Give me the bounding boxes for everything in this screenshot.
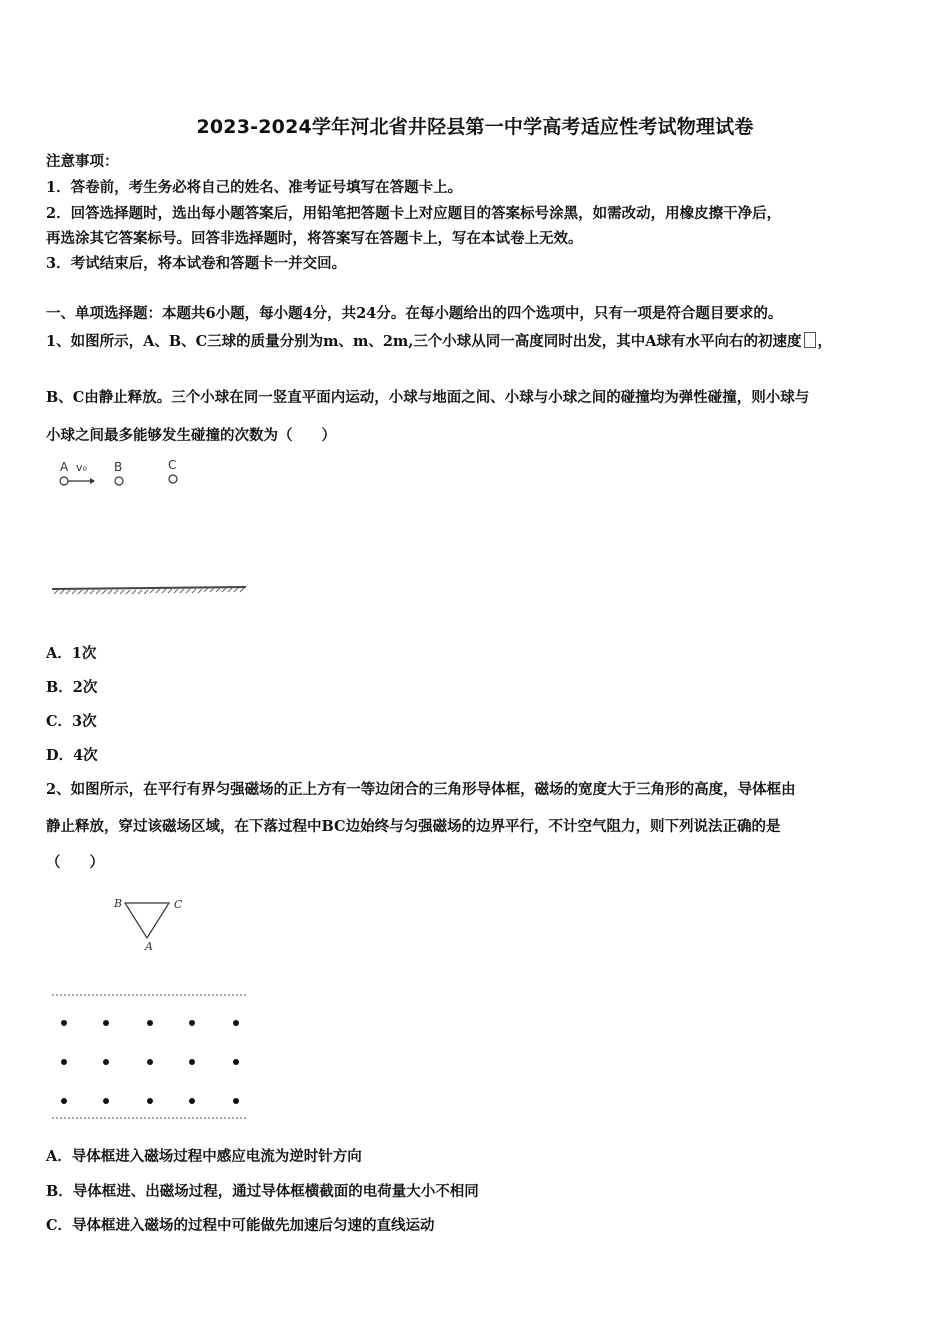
q1-stem-comma: ， — [817, 333, 833, 350]
q1-option-d[interactable]: D．4次 — [46, 747, 98, 764]
fig1-label-v0: v₀ — [76, 461, 87, 474]
q2-stem-line2: 静止释放，穿过该磁场区域，在下落过程中BC边始终与匀强磁场的边界平行，不计空气阻力，则下列说法正确的是 — [46, 818, 781, 835]
fig1-label-c: C — [168, 458, 177, 472]
notice-item-3: 3．考试结束后，将本试卷和答题卡一并交回。 — [46, 255, 347, 272]
v0-placeholder-icon — [804, 332, 816, 348]
q1-stem-line1 — [46, 332, 832, 352]
q1-figure — [46, 455, 256, 605]
section-heading: 一、单项选择题：本题共6小题，每小题4分，共24分。在每小题给出的四个选项中，只有一项是符合题目要求的。 — [46, 305, 783, 322]
ball-a — [60, 477, 68, 485]
q2-option-a[interactable]: A．导体框进入磁场过程中感应电流为逆时针方向 — [46, 1148, 362, 1165]
fig2-label-c: C — [174, 898, 183, 911]
notice-heading: 注意事项： — [46, 153, 119, 170]
ball-c — [169, 475, 177, 483]
fig1-label-b: B — [114, 460, 123, 474]
fig2-label-a: A — [145, 940, 153, 953]
q1-option-c[interactable]: C．3次 — [46, 713, 97, 730]
q2-stem-line1: 2、如图所示，在平行有界匀强磁场的正上方有一等边闭合的三角形导体框，磁场的宽度大于三角形的高度，导体框由 — [46, 781, 796, 798]
q1-stem-line3: 小球之间最多能够发生碰撞的次数为（ ） — [46, 427, 336, 444]
magnetic-field-dots — [61, 1020, 239, 1104]
q2-figure — [46, 890, 256, 1125]
fig2-label-b: B — [114, 897, 123, 910]
q1-stem-text: 1、如图所示，A、B、C三球的质量分别为m、m、2m,三个小球从同一高度同时出发，其中A球有水平向右的初速度 — [46, 333, 802, 350]
notice-item-2: 2．回答选择题时，选出每小题答案后，用铅笔把答题卡上对应题目的答案标号涂黑，如需改动，用橡皮擦干净后， — [46, 205, 782, 222]
ball-b — [115, 477, 123, 485]
q2-stem-line3: （ ） — [46, 854, 104, 871]
page-title: 2023-2024学年河北省井陉县第一中学高考适应性考试物理试卷 — [196, 116, 754, 138]
q2-option-c[interactable]: C．导体框进入磁场的过程中可能做先加速后匀速的直线运动 — [46, 1217, 435, 1234]
notice-item-1: 1．答卷前，考生务必将自己的姓名、准考证号填写在答题卡上。 — [46, 179, 463, 196]
q1-option-b[interactable]: B．2次 — [46, 679, 98, 696]
q1-stem-line2: B、C由静止释放。三个小球在同一竖直平面内运动，小球与地面之间、小球与小球之间的碰撞均为弹性碰撞，则小球与 — [46, 389, 810, 406]
q1-option-a[interactable]: A．1次 — [46, 645, 97, 662]
fig1-label-a: A — [60, 460, 69, 474]
ground-line — [52, 587, 246, 589]
q2-option-b[interactable]: B．导体框进、出磁场过程，通过导体框横截面的电荷量大小不相同 — [46, 1183, 479, 1200]
velocity-arrowhead-icon — [90, 478, 95, 484]
triangle-frame — [125, 903, 169, 938]
notice-item-2-cont: 再选涂其它答案标号。回答非选择题时，将答案写在答题卡上，写在本试卷上无效。 — [46, 230, 583, 247]
